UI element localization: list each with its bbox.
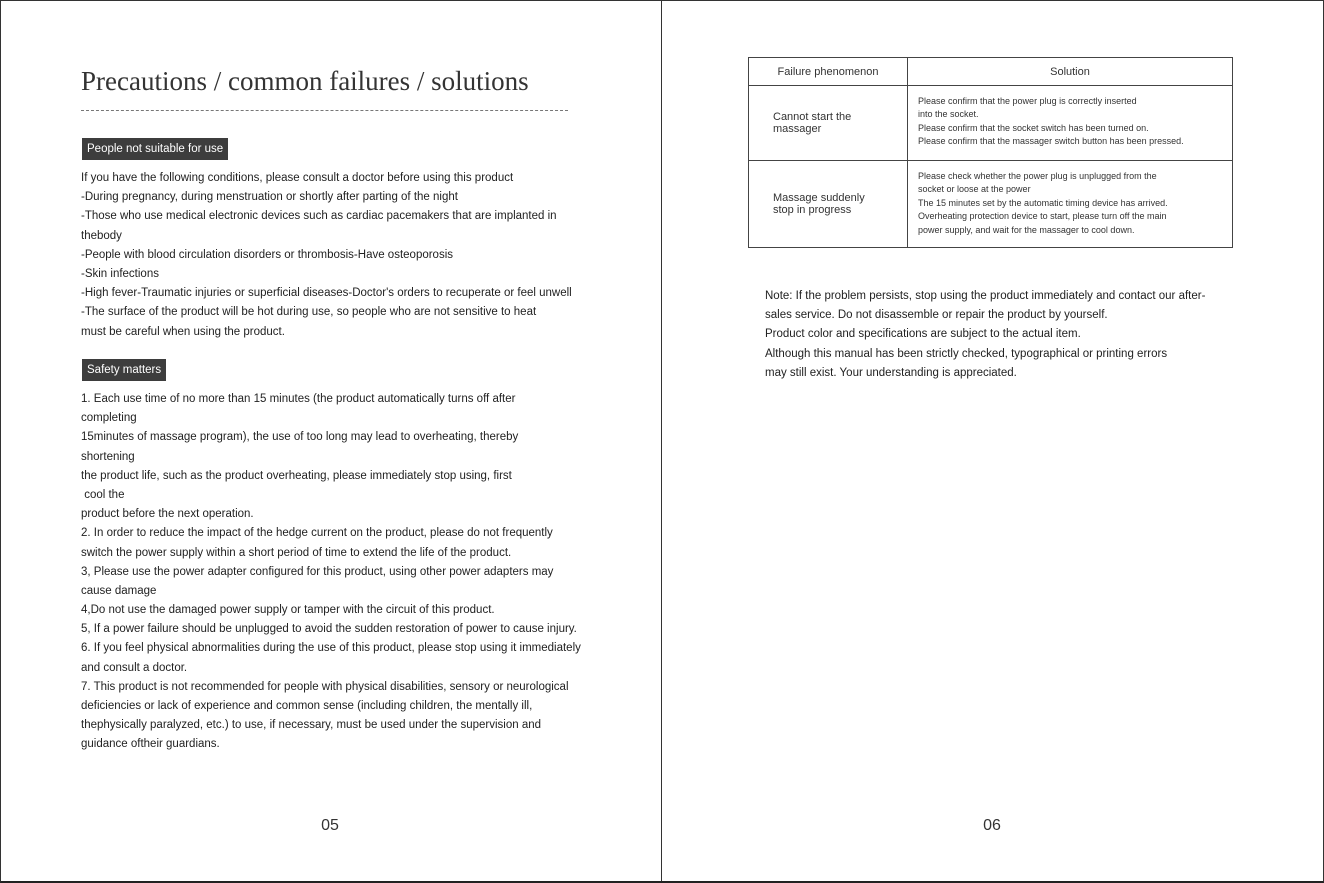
column-header-failure: Failure phenomenon [749, 58, 908, 86]
text-line: cause damage [81, 584, 157, 597]
text-line: thebody [81, 229, 122, 242]
text-line: 15minutes of massage program), the use of too long may lead to overheating, thereby [81, 431, 519, 444]
failure-text: Massage suddenly [773, 191, 865, 204]
text-line: and consult a doctor. [81, 661, 188, 674]
solution-cell [908, 86, 1233, 161]
text-line: 1. Each use time of no more than 15 minutes (the product automatically turns off after [81, 393, 516, 405]
text-line: 7. This product is not recommended for people with physical disabilities, sensory or neurological [81, 680, 569, 693]
people-not-suitable-list [81, 169, 572, 342]
table-row [749, 86, 1233, 161]
page-left [0, 0, 661, 881]
note-line: Although this manual has been strictly checked, typographical or printing errors [765, 347, 1168, 360]
solution-text: Please confirm that the power plug is correctly inserted [918, 96, 1137, 106]
solution-text: Please check whether the power plug is unplugged from the [918, 171, 1157, 181]
page-title: Precautions / common failures / solutions [81, 66, 529, 96]
page-number: 06 [983, 817, 1001, 834]
page-right [662, 0, 1323, 881]
failure-text: stop in progress [773, 204, 852, 216]
text-line: deficiencies or lack of experience and common sense (including children, the mentally ill, [81, 700, 533, 712]
note-line: Product color and specifications are subject to the actual item. [765, 328, 1081, 341]
table-header-row [749, 58, 1233, 86]
text-line: switch the power supply within a short period of time to extend the life of the product. [81, 546, 512, 559]
solution-text: into the socket. [918, 109, 979, 120]
failure-solution-table [748, 57, 1233, 248]
text-line: -During pregnancy, during menstruation or shortly after parting of the night [81, 191, 458, 204]
solution-text: The 15 minutes set by the automatic timing device has arrived. [918, 197, 1168, 208]
text-line: -Those who use medical electronic devices such as cardiac pacemakers that are implanted in [81, 210, 557, 223]
failure-text: massager [773, 123, 822, 135]
failure-text: Cannot start the [773, 110, 852, 123]
text-line: -Skin infections [81, 267, 159, 280]
text-line: thephysically paralyzed, etc.) to use, if necessary, must be used under the supervision and [81, 719, 542, 732]
page-number: 05 [321, 817, 339, 834]
text-line: 5, If a power failure should be unplugged to avoid the sudden restoration of power to cause injury. [81, 623, 577, 636]
note-paragraph [765, 287, 1205, 383]
text-line: -People with blood circulation disorders or thrombosis-Have osteoporosis [81, 248, 454, 261]
safety-matters-list [81, 390, 581, 755]
table-row [749, 161, 1233, 248]
text-line: If you have the following conditions, please consult a doctor before using this product [81, 172, 514, 184]
section-heading-people-not-suitable: People not suitable for use [82, 138, 228, 160]
text-line: -High fever-Traumatic injuries or superficial diseases-Doctor's orders to recuperate or feel unwell [81, 287, 572, 300]
text-line: product before the next operation. [81, 508, 254, 521]
text-line: 3, Please use the power adapter configured for this product, using other power adapters may [81, 565, 554, 578]
text-line: -The surface of the product will be hot during use, so people who are not sensitive to heat [81, 306, 537, 319]
failure-cell [749, 86, 908, 161]
text-line: must be careful when using the product. [81, 325, 285, 338]
text-line: 2. In order to reduce the impact of the hedge current on the product, please do not frequently [81, 527, 553, 540]
solution-text: socket or loose at the power [918, 184, 1031, 195]
note-line: Note: If the problem persists, stop using the product immediately and contact our after- [765, 290, 1206, 302]
solution-text: Please confirm that the socket switch has been turned on. [918, 122, 1149, 133]
title-dashed-rule [81, 110, 568, 111]
text-line: the product life, such as the product overheating, please immediately stop using, first [81, 469, 512, 482]
solution-text: Overheating protection device to start, please turn off the main [918, 211, 1167, 222]
note-line: sales service. Do not disassemble or repair the product by yourself. [765, 309, 1108, 322]
solution-cell [908, 161, 1233, 248]
text-line: 6. If you feel physical abnormalities during the use of this product, please stop using it immediately [81, 642, 581, 655]
solution-text: power supply, and wait for the massager to cool down. [918, 224, 1135, 235]
note-line: may still exist. Your understanding is appreciated. [765, 366, 1017, 379]
text-line: cool the [81, 488, 125, 501]
text-line: 4,Do not use the damaged power supply or tamper with the circuit of this product. [81, 604, 495, 617]
text-line: completing [81, 412, 137, 425]
text-line: guidance oftheir guardians. [81, 738, 220, 751]
section-heading-safety-matters: Safety matters [82, 359, 166, 381]
solution-text: Please confirm that the massager switch button has been pressed. [918, 136, 1184, 147]
text-line: shortening [81, 450, 135, 463]
column-header-solution: Solution [908, 58, 1233, 86]
failure-cell [749, 161, 908, 248]
